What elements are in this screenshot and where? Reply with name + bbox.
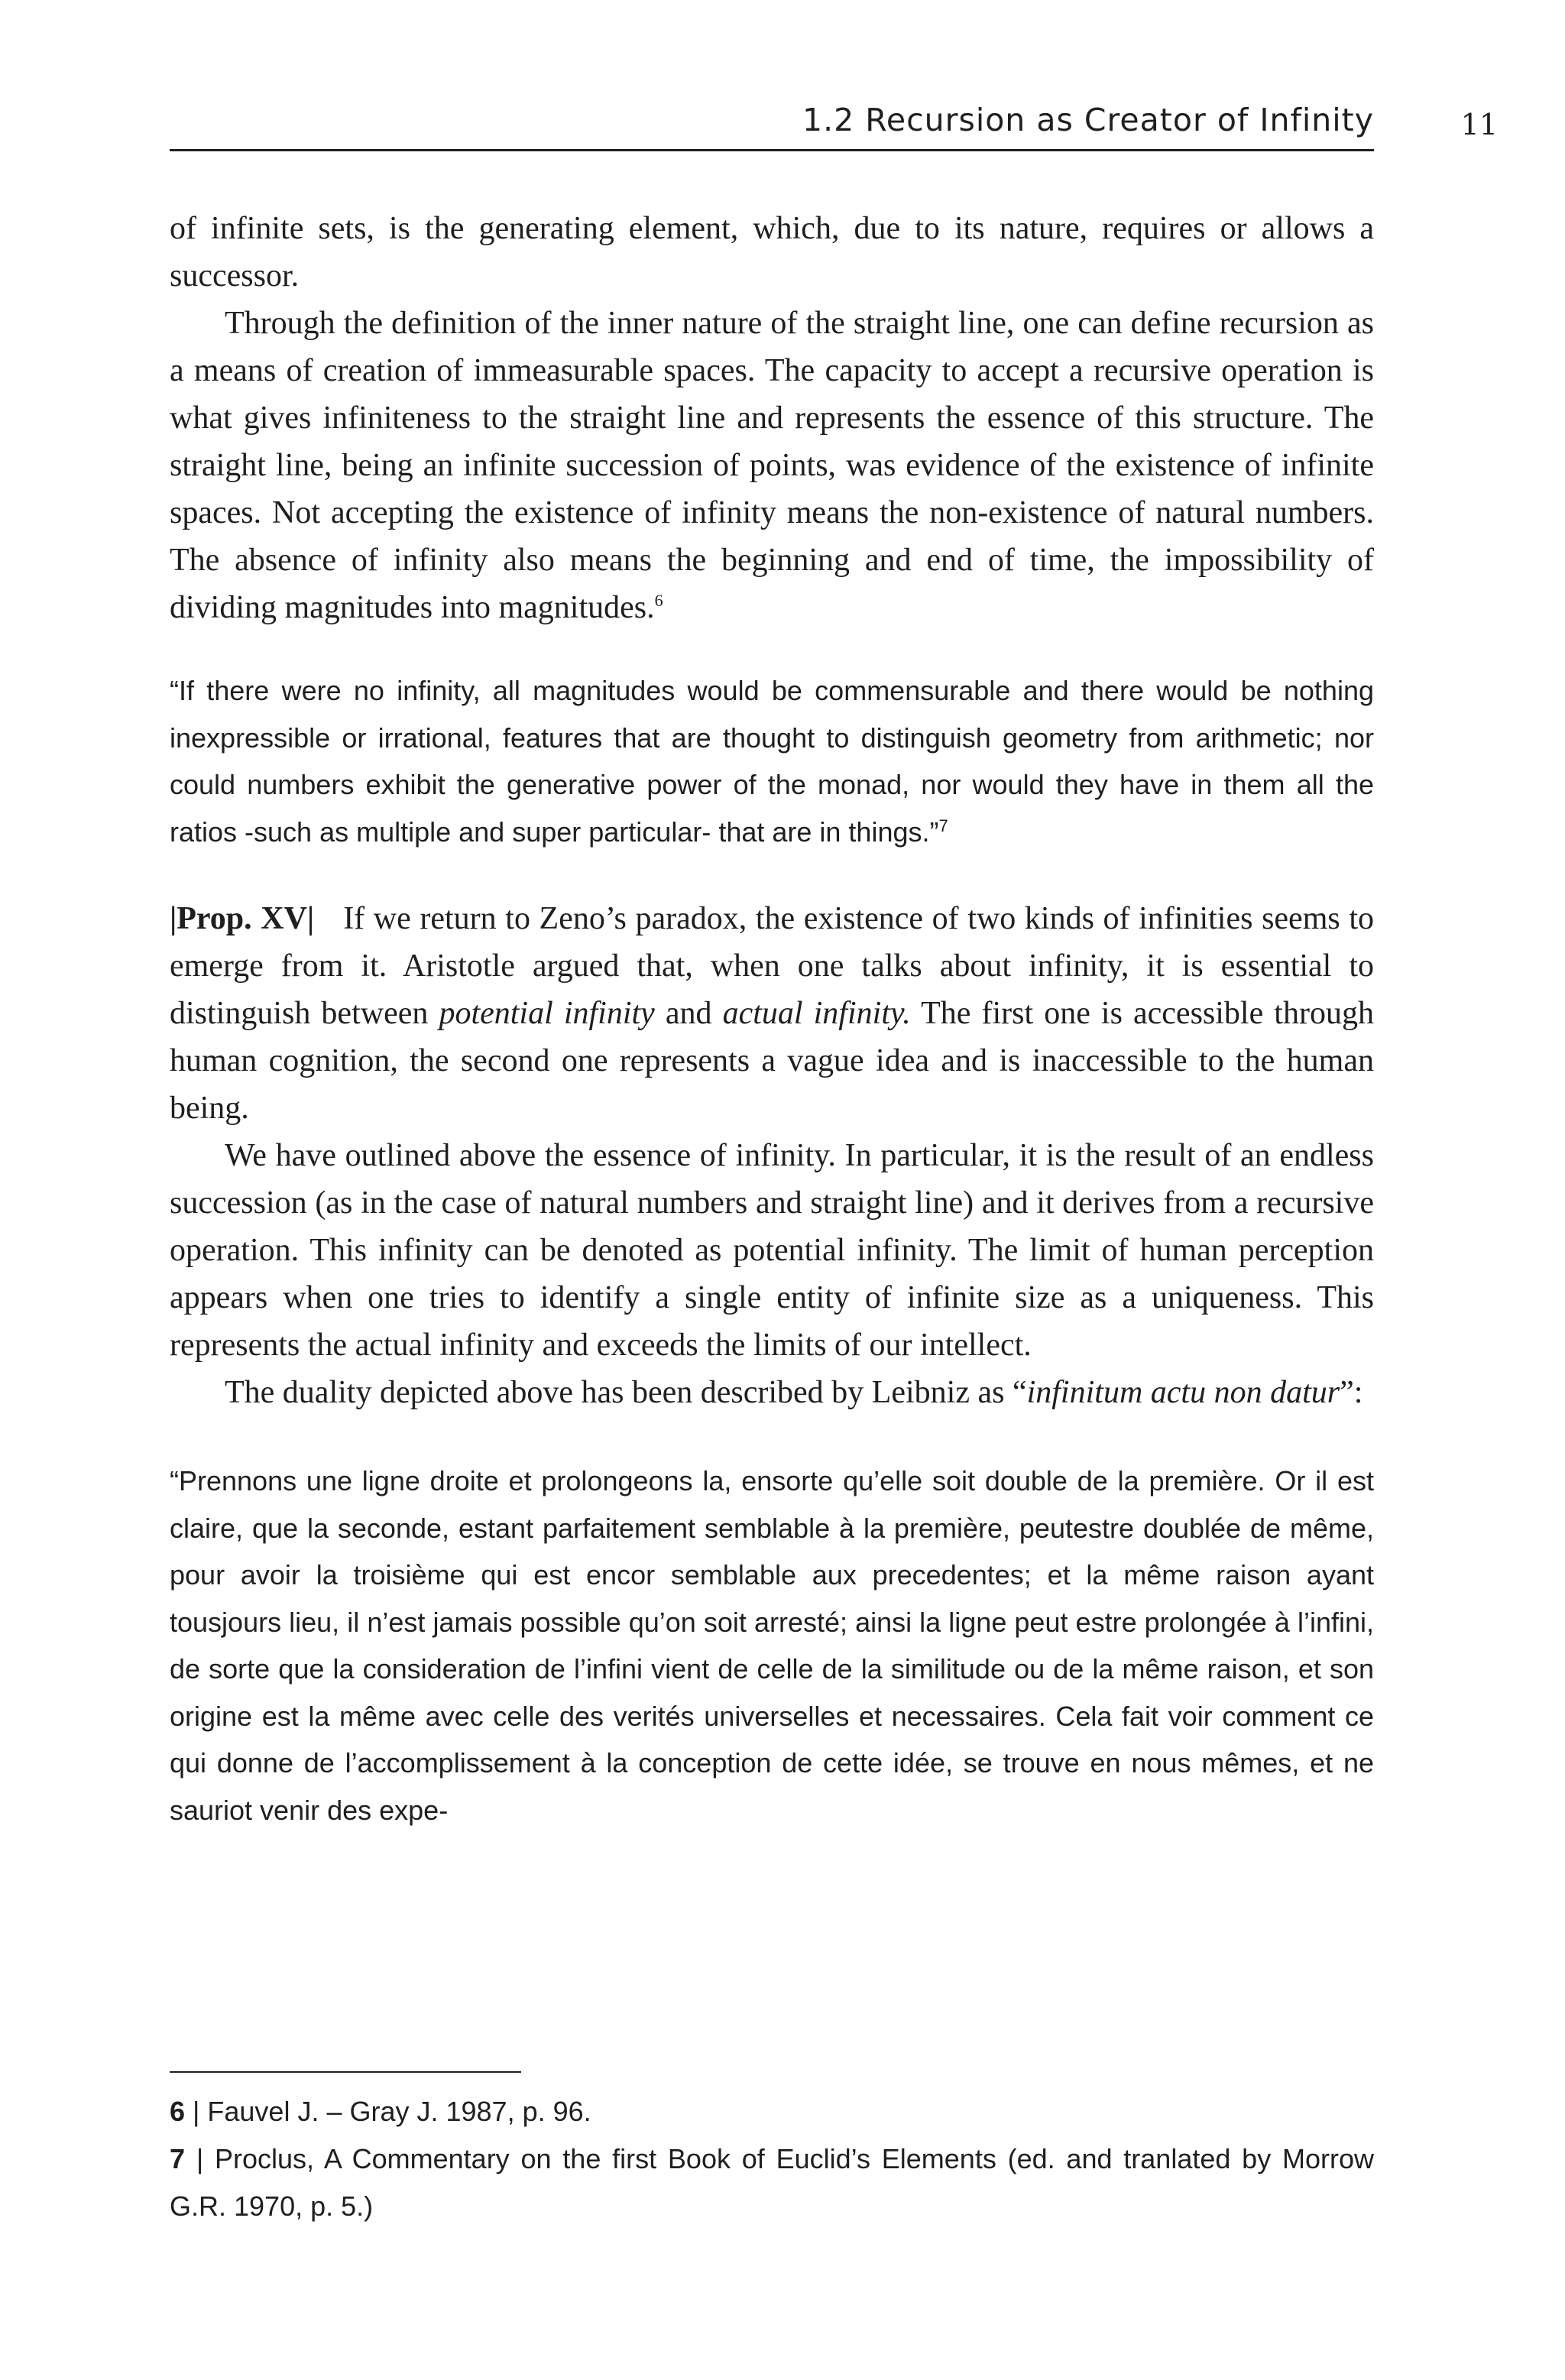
footnote-number: 6 bbox=[170, 2096, 186, 2127]
paragraph-continued: of infinite sets, is the generating element, which, due to its nature, requires or allows a successor. bbox=[170, 211, 1374, 293]
footnote-ref-6[interactable]: 6 bbox=[654, 591, 663, 610]
paragraph-recursion-text: Through the definition of the inner nature of the straight line, one can define recursion as a means of creation of immeasurable spaces. The capacity to accept a recursive operation is what gives infiniteness to the straight line and represents the essence of this structure. The straight line, being an infinite succession of points, was evidence of the existence of infinite spaces. Not accepting the existence of infinity means the non-existence of natural numbers. The absence of infinity also means the beginning and end of time, the impossibility of dividing magnitudes into magnitudes. bbox=[170, 306, 1374, 625]
footnote-separator: | bbox=[185, 2143, 215, 2174]
footnote-text: Proclus, A Commentary on the first Book of Euclid’s Elements (ed. and tranlated by Morrow G.R. 1970, p. 5.) bbox=[170, 2143, 1374, 2222]
paragraph-prop-xv-text-a: If we return to Zeno’s paradox, the existence of two kinds of infinities seems to emerge from it. Aristotle argued that, when one talks about infinity, it is essential to distinguish between bbox=[170, 901, 1375, 1031]
term-actual-infinity: actual infinity. bbox=[722, 996, 911, 1031]
footnote-separator: | bbox=[185, 2096, 208, 2127]
footnote-rule bbox=[170, 2071, 521, 2073]
term-infinitum-actu: infinitum actu non datur bbox=[1026, 1375, 1340, 1410]
paragraph-leibniz-text-a: The duality depicted above has been described by Leibniz as “ bbox=[225, 1375, 1027, 1410]
paragraph-prop-xv-text-b: and bbox=[654, 996, 723, 1031]
paragraph-prop-xv bbox=[170, 895, 1374, 1132]
footnote-6 bbox=[170, 2088, 1374, 2135]
footnote-7 bbox=[170, 2135, 1374, 2230]
running-header: 1.2 Recursion as Creator of Infinity bbox=[802, 102, 1374, 138]
term-potential-infinity: potential infinity bbox=[439, 996, 655, 1031]
footnote-number: 7 bbox=[170, 2143, 186, 2174]
footnote-text: Fauvel J. – Gray J. 1987, p. 96. bbox=[207, 2096, 591, 2127]
footnote-ref-7[interactable]: 7 bbox=[938, 815, 948, 835]
footnotes bbox=[170, 2088, 1374, 2230]
paragraph-recursion bbox=[170, 300, 1374, 631]
block-quote-proclus bbox=[170, 667, 1374, 855]
proposition-label: |Prop. XV| bbox=[170, 901, 315, 936]
block-quote-proclus-text: “If there were no infinity, all magnitudes would be commensurable and there would be nothing inexpressible or irrational, features that are thought to distinguish geometry from arithmetic; nor could numbers exhibit the generative power of the monad, nor would they have in them all the ratios -such as multiple and super particular- that are in things.” bbox=[170, 675, 1374, 848]
main-text bbox=[170, 205, 1374, 1834]
block-quote-leibniz: “Prennons une ligne droite et prolongeons la, ensorte qu’elle soit double de la première. Or il est claire, que la seconde, estant parfaitement semblable à la première, peutestre doublée de même, pour avoir la troisième qui est encor semblable aux precedentes; et la même raison ayant tousjours lieu, il n’est jamais possible qu’on soit arresté; ainsi la ligne peut estre prolongée à l’infini, de sorte que la consideration de l’infini vient de celle de la similitude ou de la même raison, et son origine est la même avec celle des verités universelles et necessaires. Cela fait voir comment ce qui donne de l’accomplissement à la conception de cette idée, se trouve en nous mêmes, et ne sauriot venir des expe- bbox=[170, 1465, 1374, 1826]
paragraph-essence: We have outlined above the essence of infinity. In particular, it is the result of an endless succession (as in the case of natural numbers and straight line) and it derives from a recursive operation. This infinity can be denoted as potential infinity. The limit of human perception appears when one tries to identify a single entity of infinite size as a uniqueness. This represents the actual infinity and exceeds the limits of our intellect. bbox=[170, 1138, 1374, 1363]
page-number: 11 bbox=[1460, 108, 1498, 141]
paragraph-leibniz bbox=[170, 1369, 1374, 1416]
paragraph-leibniz-text-b: ”: bbox=[1340, 1375, 1363, 1410]
header-rule bbox=[170, 149, 1374, 151]
paragraph-prop-xv-text-c: The first one is accessible through human cognition, the second one represents a vague idea and is inaccessible to the human being. bbox=[170, 996, 1374, 1126]
